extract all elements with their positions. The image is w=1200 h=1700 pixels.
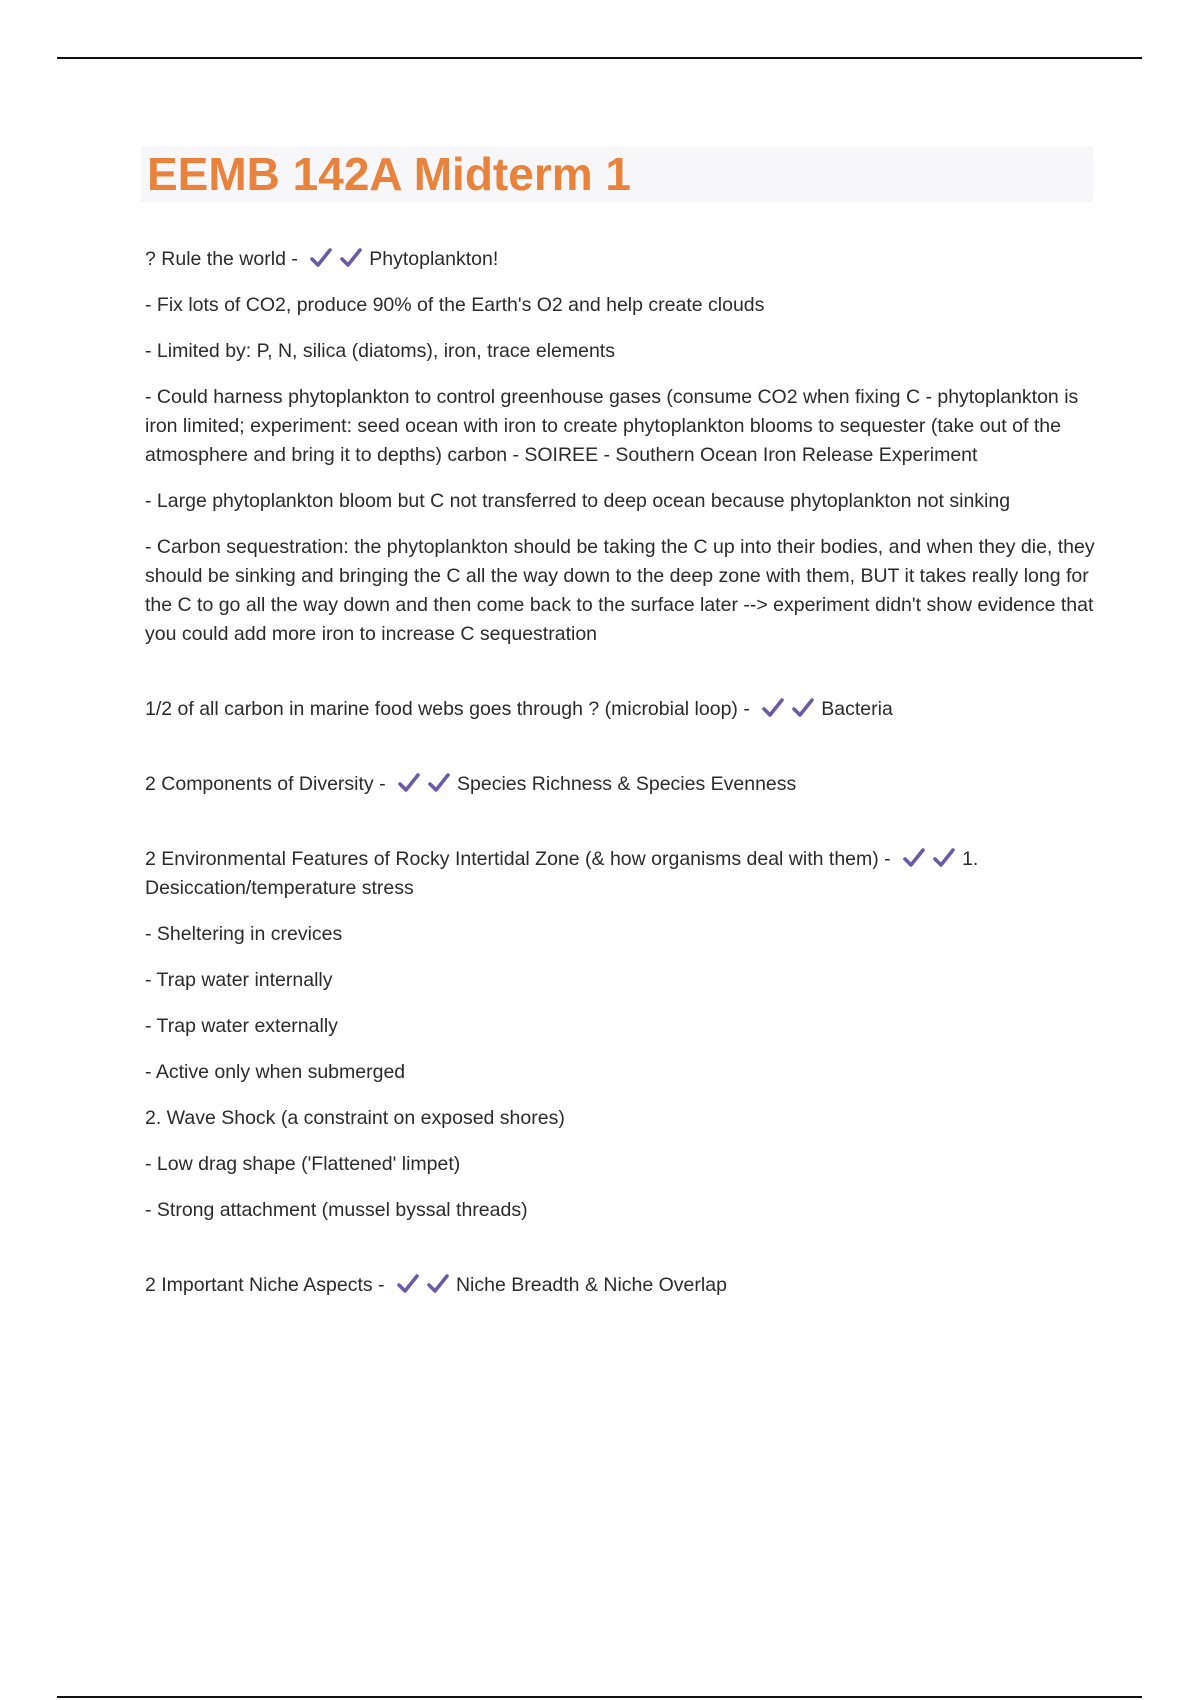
detail-line: - Sheltering in crevices [145,923,343,945]
page-title: EEMB 142A Midterm 1 [147,148,631,200]
title-bar [141,146,1093,202]
answer-text: Phytoplankton! [369,248,499,270]
header-rule [57,57,1142,59]
check-icon [761,697,785,719]
qa-line [145,1271,1095,1300]
detail-line: - Could harness phytoplankton to control greenhouse gases (consume CO2 when fixing C - phytoplankton is iron limited; experiment: seed ocean with iron to create phytoplankton blooms to sequester (take out of the atmosphere and bring it to depths) carbon - SOIREE - Southern Ocean Iron Release Experiment [145,386,1079,466]
question-text: 1/2 of all carbon in marine food webs goes through ? (microbial loop) - [145,698,750,720]
detail-line: 2. Wave Shock (a constraint on exposed shores) [145,1107,565,1129]
detail-line: - Limited by: P, N, silica (diatoms), iron, trace elements [145,340,615,362]
check-icon [397,772,421,794]
answer-text: Niche Breadth & Niche Overlap [455,1274,727,1296]
answer-text: Bacteria [821,698,893,720]
check-icon [791,697,815,719]
detail-line: - Active only when submerged [145,1061,406,1083]
answer-text: Species Richness & Species Evenness [457,773,797,795]
detail-line: - Fix lots of CO2, produce 90% of the Earth's O2 and help create clouds [145,294,765,316]
qa-line [145,845,1095,903]
flashcard-list [145,245,1095,1317]
answer-text: 1. Desiccation/temperature stress [145,848,979,899]
check-icon [309,247,333,269]
question-text: 2 Environmental Features of Rocky Intertidal Zone (& how organisms deal with them) - [145,848,891,870]
detail-line: - Low drag shape ('Flattened' limpet) [145,1153,461,1175]
qa-line [145,770,1095,799]
detail-line: - Trap water externally [145,1015,338,1037]
footer-rule [57,1696,1142,1698]
question-text: 2 Important Niche Aspects - [145,1274,385,1296]
qa-line [145,245,1095,274]
detail-line: - Strong attachment (mussel byssal threads) [145,1199,528,1221]
check-icon [396,1273,420,1295]
detail-line: - Large phytoplankton bloom but C not transferred to deep ocean because phytoplankton not sinking [145,490,1011,512]
check-icon [339,247,363,269]
check-icon [902,847,926,869]
question-text: ? Rule the world - [145,248,298,270]
detail-line: - Trap water internally [145,969,333,991]
question-text: 2 Components of Diversity - [145,773,386,795]
detail-line: - Carbon sequestration: the phytoplankton should be taking the C up into their bodies, and when they die, they should be sinking and bringing the C all the way down to the deep zone with them, BUT it takes really long for the C to go all the way down and then come back to the surface later --> experiment didn't show evidence that you could add more iron to increase C sequestration [145,536,1095,645]
check-icon [427,772,451,794]
qa-line [145,695,1095,724]
check-icon [932,847,956,869]
check-icon [426,1273,450,1295]
